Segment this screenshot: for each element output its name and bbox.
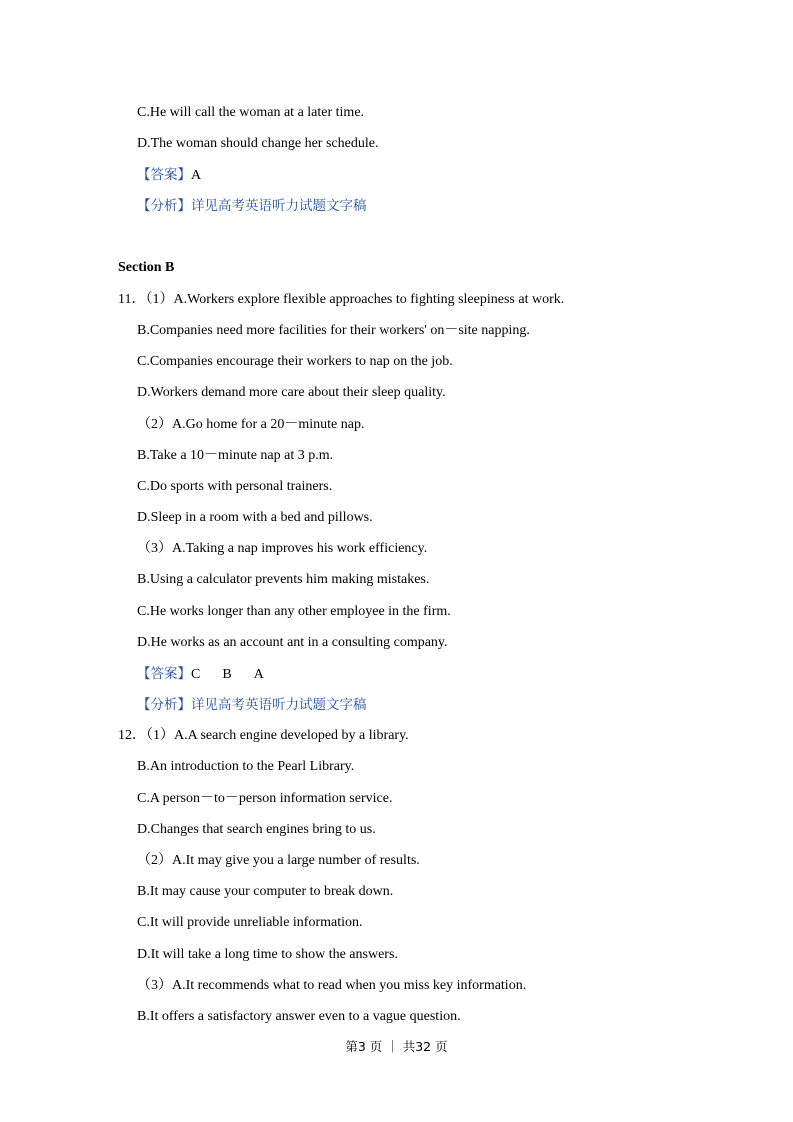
page-footer: 第3 页 ｜ 共32 页 [345,1039,448,1054]
answer-tag: 【答案】 [137,167,191,183]
sub-question-number: （2） [137,417,172,432]
option-d: D.The woman should change her schedule. [137,136,379,151]
option-text: A.Workers explore flexible approaches to fighting sleepiness at work. [173,292,565,307]
q11-analysis-line [137,696,367,715]
option-text: A.Taking a nap improves his work efficiency. [172,541,428,556]
q12-sub3-option-b: B.It offers a satisfactory answer even to a vague question. [137,1009,461,1024]
option-text: A.A search engine developed by a library. [174,728,409,743]
answer-value: C [191,667,201,682]
q12-sub3-option-a [137,977,526,995]
answer-value: A [191,168,202,183]
analysis-tag: 【分析】 [137,198,191,214]
q12-sub1-option-b: B.An introduction to the Pearl Library. [137,759,355,774]
q11-sub3-option-c: C.He works longer than any other employee in the firm. [137,604,451,619]
q12-sub2-option-b: B.It may cause your computer to break down. [137,884,394,899]
sub-question-number: （3） [137,541,172,556]
analysis-tag: 【分析】 [137,697,191,713]
q11-sub3-option-b: B.Using a calculator prevents him making mistakes. [137,572,430,587]
q12-sub1-option-c: C.A person－to－person information service. [137,791,393,806]
q12-sub2-option-d: D.It will take a long time to show the answers. [137,947,398,962]
analysis-line [137,197,367,216]
q11-sub2-option-c: C.Do sports with personal trainers. [137,479,333,494]
sub-question-number: （1） [146,728,174,743]
q11-sub1-option-b: B.Companies need more facilities for their workers' on－site napping. [137,323,530,338]
option-text: A.It may give you a large number of results. [172,853,420,868]
option-c: C.He will call the woman at a later time. [137,105,365,120]
q11-sub2-option-d: D.Sleep in a room with a bed and pillows. [137,510,373,525]
section-title: Section B [118,260,175,275]
q12-sub2-option-c: C.It will provide unreliable information. [137,915,363,930]
sub-question-number: （2） [137,853,172,868]
option-text: A.It recommends what to read when you miss key information. [172,978,527,993]
analysis-text: 详见高考英语听力试题文字稿 [191,198,367,214]
q11-sub3-option-d: D.He works as an account ant in a consulting company. [137,635,448,650]
answer-tag: 【答案】 [137,666,191,682]
answer-line [137,166,201,185]
q11-sub1-option-a [118,291,564,309]
answer-value: B [222,667,232,682]
question-number: 11． [118,292,146,307]
analysis-text: 详见高考英语听力试题文字稿 [191,697,367,713]
question-number: 12． [118,728,146,743]
q12-sub1-option-d: D.Changes that search engines bring to us. [137,822,376,837]
q11-sub2-option-b: B.Take a 10－minute nap at 3 p.m. [137,448,334,463]
q11-answer-line [137,665,264,684]
q12-sub2-option-a [137,852,420,870]
q11-sub3-option-a [137,540,427,558]
option-text: A.Go home for a 20－minute nap. [172,417,365,432]
q12-sub1-option-a [118,727,409,745]
answer-value: A [253,667,264,682]
q11-sub2-option-a [137,416,364,434]
q11-sub1-option-c: C.Companies encourage their workers to nap on the job. [137,354,453,369]
sub-question-number: （1） [145,292,174,307]
sub-question-number: （3） [137,978,172,993]
q11-sub1-option-d: D.Workers demand more care about their sleep quality. [137,385,446,400]
